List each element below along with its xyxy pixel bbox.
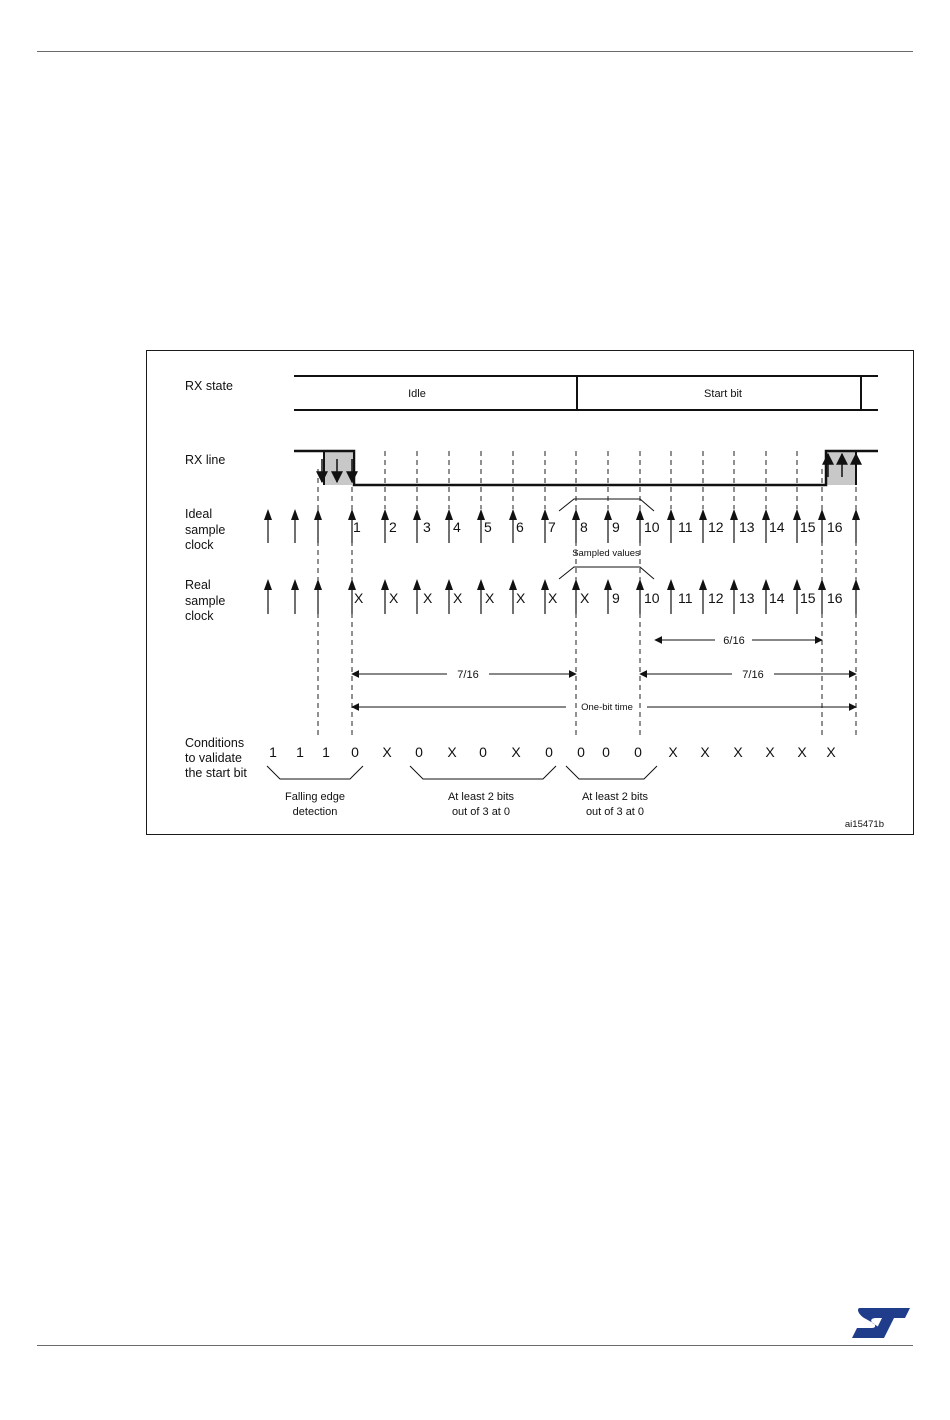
ideal-sample: 4: [453, 519, 461, 535]
real-clock-arrow-head: [413, 579, 421, 590]
ideal-sample: 3: [423, 519, 431, 535]
condition-value: 1: [296, 744, 304, 760]
real-sample: 10: [644, 590, 660, 606]
ideal-clock-arrow-head: [264, 509, 272, 520]
real-clock-arrow-head: [699, 579, 707, 590]
condition-value: 0: [479, 744, 487, 760]
real-clock-arrow-head: [541, 579, 549, 590]
conditions-label-1: Conditions: [185, 736, 245, 750]
real-sample: X: [423, 590, 433, 606]
measure-7-16-right-label: 7/16: [742, 669, 764, 681]
real-clock-arrow-head: [381, 579, 389, 590]
st-logo: [850, 1304, 912, 1340]
real-clock-arrow-head: [264, 579, 272, 590]
sampled-values-label: Sampled values: [572, 548, 640, 559]
ideal-sample: 15: [800, 519, 816, 535]
ideal-clock-arrow-head: [381, 509, 389, 520]
condition-value: X: [797, 744, 807, 760]
real-clock-arrow-head: [730, 579, 738, 590]
group-two-bits-b-2: out of 3 at 0: [585, 806, 645, 818]
ideal-sample-numbers: [353, 519, 843, 535]
condition-value: 0: [602, 744, 610, 760]
ideal-sample: 14: [769, 519, 785, 535]
header-rule: [37, 51, 913, 52]
group-falling-edge-2: detection: [292, 806, 338, 818]
ideal-clock-arrow-head: [445, 509, 453, 520]
ideal-clock-label-1: Ideal: [185, 507, 213, 521]
real-sample: 13: [739, 590, 755, 606]
rx-line-label: RX line: [185, 453, 226, 467]
condition-value: 1: [322, 744, 330, 760]
condition-value: X: [668, 744, 678, 760]
ideal-sample: 9: [612, 519, 620, 535]
condition-value: 0: [634, 744, 642, 760]
one-bit-time-label: One-bit time: [581, 702, 633, 713]
footer-rule: [37, 1345, 913, 1346]
real-sample: X: [516, 590, 526, 606]
figure-id: ai15471b: [844, 819, 884, 830]
real-sample: X: [485, 590, 495, 606]
real-sample: 9: [612, 590, 620, 606]
real-sample: X: [580, 590, 590, 606]
ideal-sample: 16: [827, 519, 843, 535]
ideal-clock-arrow-head: [291, 509, 299, 520]
condition-value: X: [511, 744, 521, 760]
condition-value: X: [700, 744, 710, 760]
ideal-clock-arrow-head: [730, 509, 738, 520]
state-start-bit: Start bit: [704, 388, 742, 400]
real-clock-arrow-head: [818, 579, 826, 590]
condition-braces: [267, 766, 657, 779]
measure-7-16-left-label: 7/16: [457, 669, 479, 681]
ideal-sample: 10: [644, 519, 660, 535]
start-bit-detection-figure: [146, 350, 914, 835]
ideal-clock-arrow-head: [667, 509, 675, 520]
real-sample: 11: [678, 590, 693, 606]
condition-value: X: [382, 744, 392, 760]
ideal-clock-arrow-head: [604, 509, 612, 520]
condition-value: 1: [269, 744, 277, 760]
ideal-sample: 13: [739, 519, 755, 535]
real-clock-label-1: Real: [185, 578, 211, 592]
rx-state-bus: [294, 376, 878, 410]
real-sample: 16: [827, 590, 843, 606]
ideal-clock-label-3: clock: [185, 538, 214, 552]
ideal-clock-arrow-head: [852, 509, 860, 520]
condition-values: [269, 744, 836, 760]
real-clock-arrow-head: [477, 579, 485, 590]
real-clock-label-2: sample: [185, 594, 226, 608]
real-clock-arrow-head: [604, 579, 612, 590]
real-clock-arrow-head: [445, 579, 453, 590]
ideal-sample: 11: [678, 519, 693, 535]
rx-line-waveform: [294, 451, 878, 485]
measure-6-16-label: 6/16: [723, 635, 745, 647]
real-clock-label-3: clock: [185, 609, 214, 623]
ideal-clock-arrow-head: [636, 509, 644, 520]
real-clock-arrow-head: [572, 579, 580, 590]
state-idle: Idle: [408, 388, 426, 400]
ideal-sample: 5: [484, 519, 492, 535]
real-clock-arrow-head: [291, 579, 299, 590]
real-sample: X: [453, 590, 463, 606]
group-two-bits-a-2: out of 3 at 0: [451, 806, 511, 818]
real-clock-arrow-head: [762, 579, 770, 590]
group-two-bits-b-1: At least 2 bits: [581, 791, 649, 803]
real-sample: 15: [800, 590, 816, 606]
ideal-clock-arrow-head: [413, 509, 421, 520]
conditions-label-3: the start bit: [185, 766, 247, 780]
ideal-sample: 12: [708, 519, 724, 535]
real-sample: X: [389, 590, 399, 606]
group-falling-edge-1: Falling edge: [285, 791, 345, 803]
condition-value: X: [826, 744, 836, 760]
condition-value: X: [733, 744, 743, 760]
group-two-bits-a-1: At least 2 bits: [447, 791, 515, 803]
conditions-label-2: to validate: [185, 751, 242, 765]
real-clock-arrow-head: [852, 579, 860, 590]
rx-state-label: RX state: [185, 379, 233, 393]
real-clock-arrow-head: [793, 579, 801, 590]
timing-diagram: [147, 351, 915, 836]
ideal-clock-label-2: sample: [185, 523, 226, 537]
real-clock-arrow-head: [348, 579, 356, 590]
real-clock-arrow-head: [314, 579, 322, 590]
condition-value: 0: [577, 744, 585, 760]
ideal-clock-arrow-head: [314, 509, 322, 520]
ideal-sample: 1: [353, 519, 361, 535]
real-sample: X: [354, 590, 364, 606]
ideal-sample: 7: [548, 519, 556, 535]
ideal-sample: 6: [516, 519, 524, 535]
real-clock-arrow-head: [509, 579, 517, 590]
real-sample: 12: [708, 590, 724, 606]
condition-value: 0: [545, 744, 553, 760]
real-sample: 14: [769, 590, 785, 606]
real-clock-arrow-head: [636, 579, 644, 590]
condition-value: X: [765, 744, 775, 760]
condition-value: X: [447, 744, 457, 760]
ideal-clock-arrow-head: [699, 509, 707, 520]
real-clock-arrow-head: [667, 579, 675, 590]
ideal-sample: 8: [580, 519, 588, 535]
ideal-clock-arrow-head: [818, 509, 826, 520]
real-sample: X: [548, 590, 558, 606]
real-sample-labels: [354, 590, 843, 606]
condition-value: 0: [415, 744, 423, 760]
condition-value: 0: [351, 744, 359, 760]
ideal-clock-arrow-head: [572, 509, 580, 520]
ideal-sample: 2: [389, 519, 397, 535]
